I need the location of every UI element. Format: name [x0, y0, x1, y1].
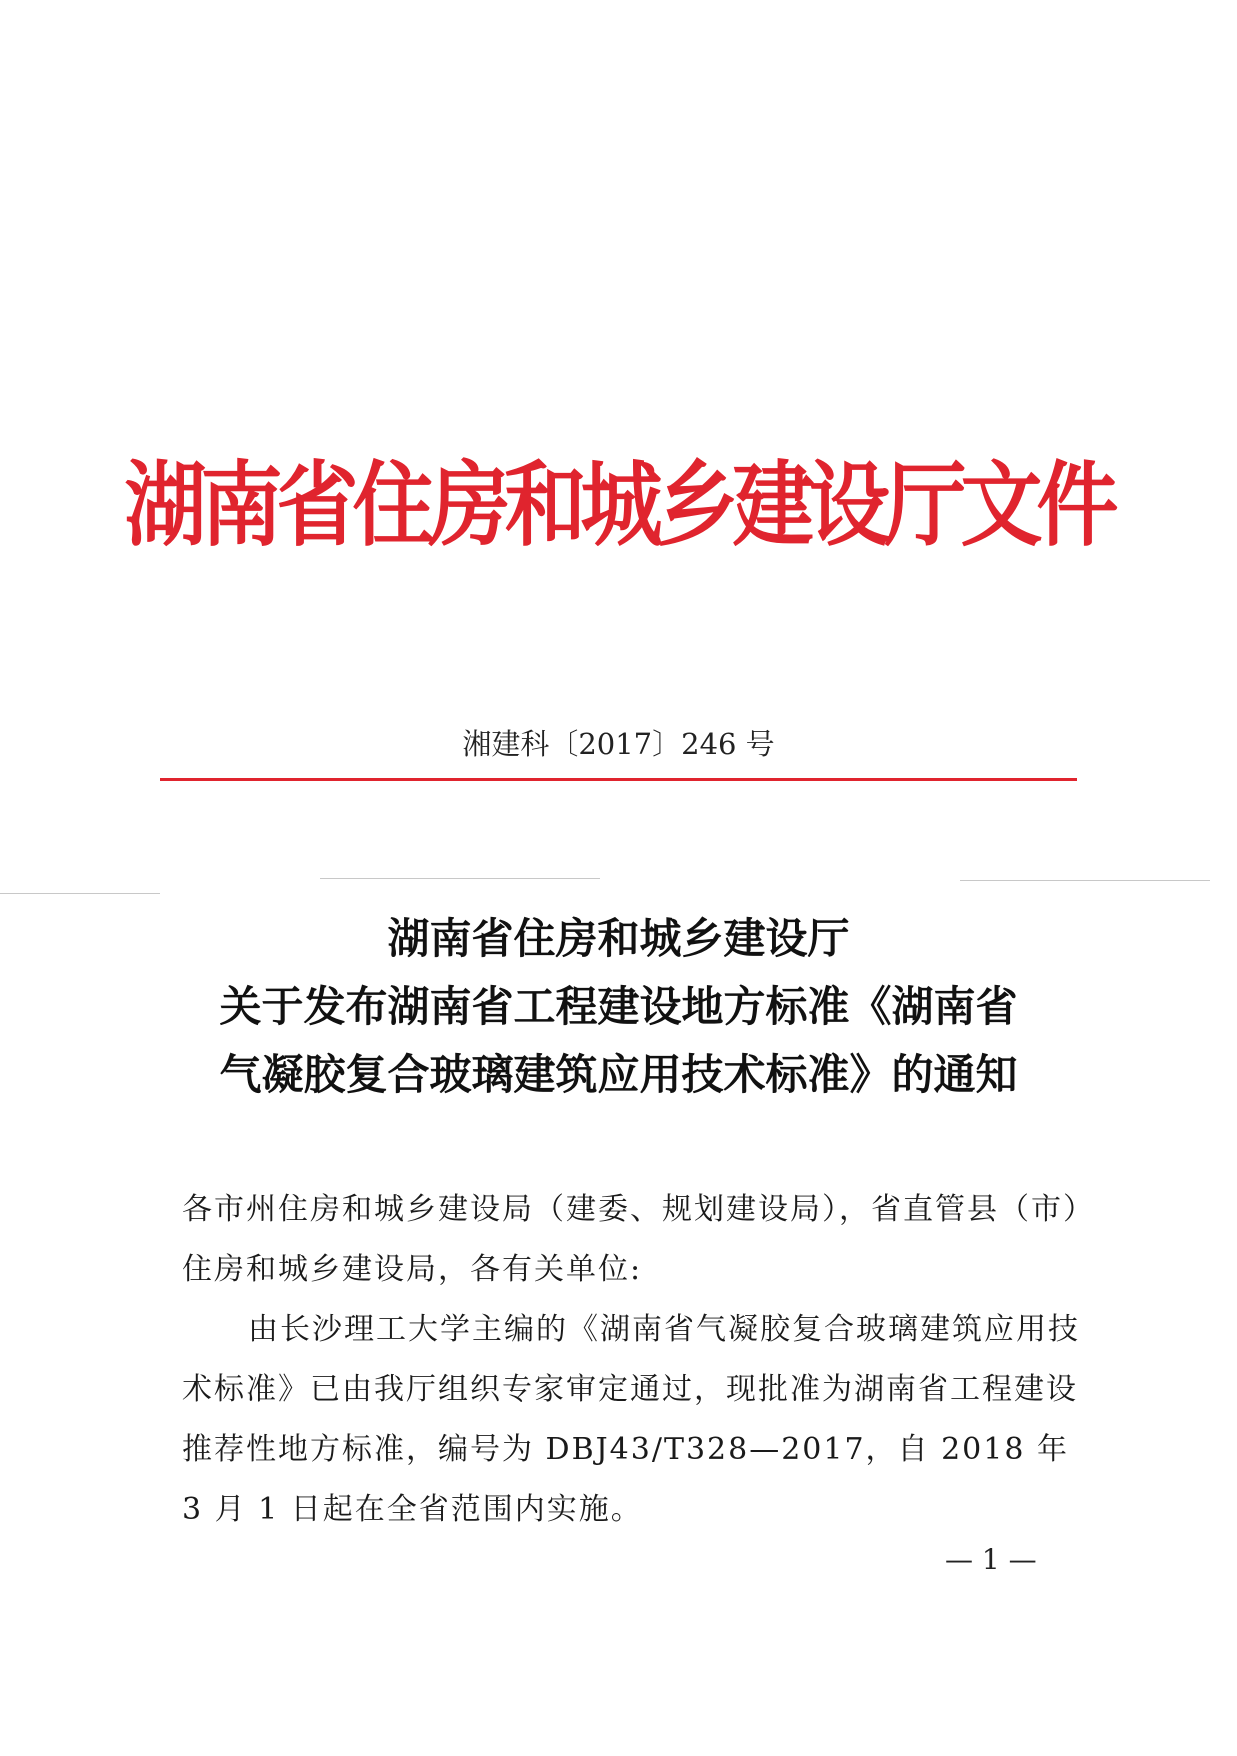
issuer-banner: 湖南省住房和城乡建设厅文件 [124, 453, 1113, 560]
notice-body [182, 1180, 1087, 1540]
document-number: 湘建科〔2017〕246 号 [462, 727, 775, 761]
page-number: — 1 — [945, 1543, 1037, 1576]
title-line-2: 关于发布湖南省工程建设地方标准《湖南省 [219, 982, 1018, 1031]
red-divider-line [160, 778, 1077, 781]
scan-artifact-line [320, 878, 600, 879]
title-line-1: 湖南省住房和城乡建设厅 [387, 914, 850, 963]
title-line-3: 气凝胶复合玻璃建筑应用技术标准》的通知 [219, 1050, 1018, 1099]
scan-artifact-line [960, 880, 1210, 881]
notice-title [0, 905, 1237, 1109]
addressee-paragraph: 各市州住房和城乡建设局（建委、规划建设局），省直管县（市）住房和城乡建设局，各有关单位: [182, 1192, 1080, 1287]
scan-artifact-line [0, 893, 160, 894]
body-paragraph: 由长沙理工大学主编的《湖南省气凝胶复合玻璃建筑应用技术标准》已由我厅组织专家审定通过，现批准为湖南省工程建设推荐性地方标准，编号为 DBJ43/T328—2017，自 2018 年 3 月 1 日起在全省范围内实施。 [182, 1312, 1080, 1527]
